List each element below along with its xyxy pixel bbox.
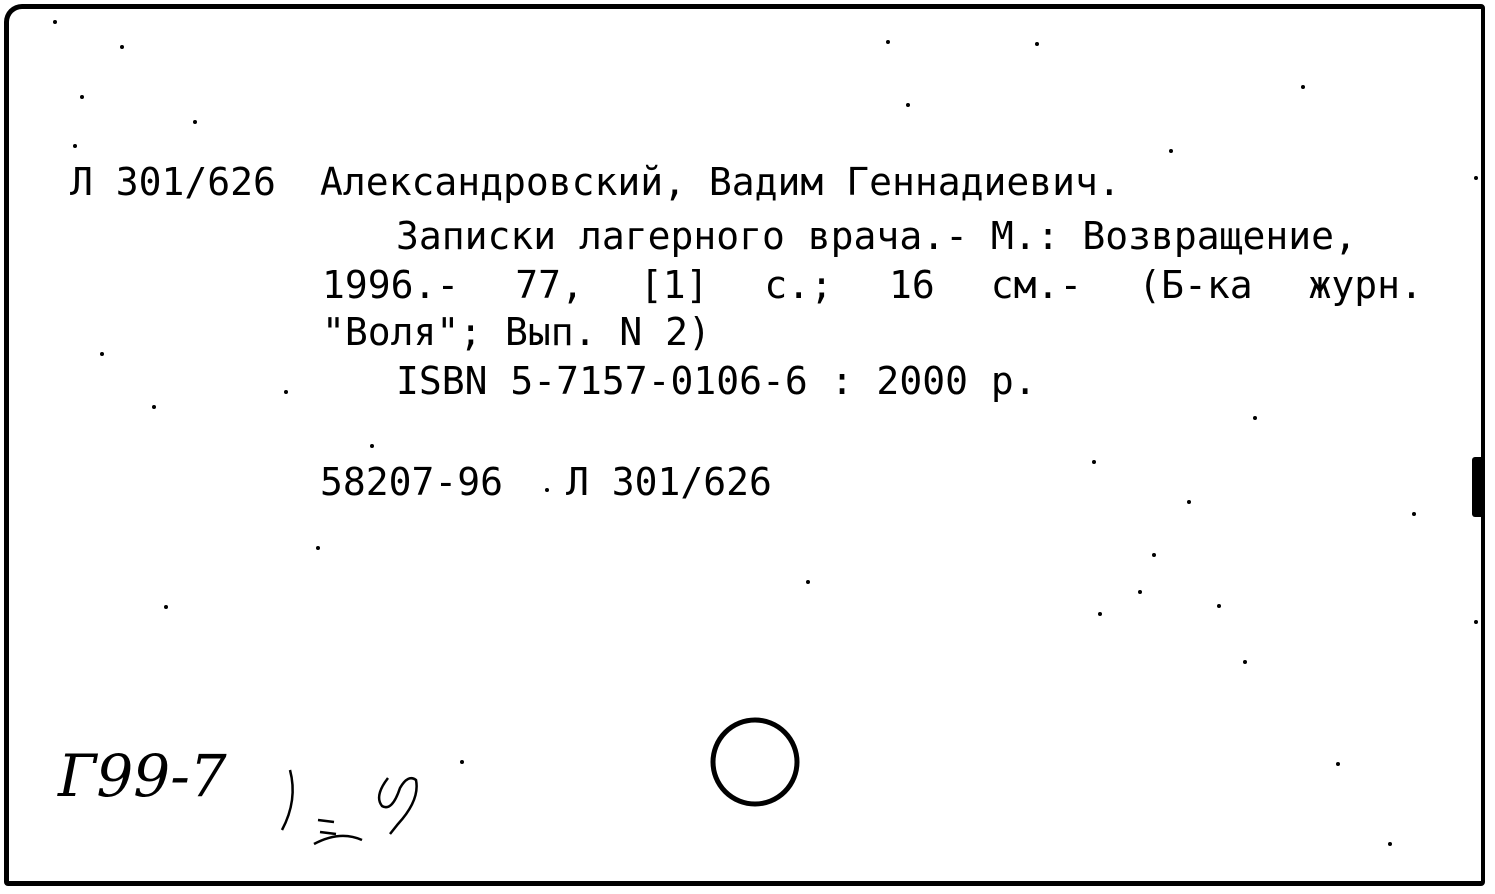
scan-speck: [193, 120, 197, 124]
handwritten-code: Г99-7: [58, 742, 227, 810]
imprint-word: см.-: [990, 263, 1083, 307]
scan-speck: [284, 390, 288, 394]
imprint-word: [1]: [639, 263, 709, 307]
circle-mark-icon: [700, 712, 810, 812]
scan-speck: [1169, 149, 1173, 153]
author-heading: Александровский, Вадим Геннадиевич.: [320, 160, 1121, 204]
scan-speck: [316, 546, 320, 550]
isbn-line: ISBN 5-7157-0106-6 : 2000 р.: [396, 359, 1037, 403]
scan-speck: [1152, 553, 1156, 557]
scan-speck: [120, 45, 124, 49]
scan-speck: [906, 103, 910, 107]
scan-speck: [100, 352, 104, 356]
shelfmark-bottom: Л 301/626: [566, 460, 772, 504]
scan-speck: [1217, 604, 1221, 608]
title-statement: Записки лагерного врача.- М.: Возвращение,: [396, 214, 1357, 258]
scan-speck: [1253, 416, 1257, 420]
scan-speck: [73, 144, 77, 148]
scan-speck: [1098, 612, 1102, 616]
handwritten-scribble-icon: [270, 760, 450, 860]
scan-speck: [1474, 176, 1478, 180]
scan-speck: [1035, 42, 1039, 46]
scan-speck: [1187, 500, 1191, 504]
shelfmark: Л 301/626: [70, 160, 276, 204]
imprint-line: [322, 263, 1423, 307]
imprint-word: журн.: [1308, 263, 1423, 307]
scan-speck: [164, 605, 168, 609]
imprint-word: с.;: [764, 263, 834, 307]
scan-speck: [1301, 85, 1305, 89]
scan-speck: [460, 760, 464, 764]
scan-speck: [1243, 660, 1247, 664]
scan-speck: [545, 488, 549, 492]
scan-speck: [370, 444, 374, 448]
series-statement: "Воля"; Вып. N 2): [322, 310, 711, 354]
scan-speck: [806, 580, 810, 584]
scan-speck: [80, 95, 84, 99]
imprint-word: 16: [889, 263, 935, 307]
scan-speck: [886, 40, 890, 44]
imprint-word: 77,: [515, 263, 584, 307]
punch-hole-mark: [1472, 457, 1481, 517]
scan-speck: [1336, 762, 1340, 766]
imprint-word: 1996.-: [322, 263, 460, 307]
scan-speck: [1474, 620, 1478, 624]
scan-speck: [1138, 590, 1142, 594]
scan-speck: [152, 405, 156, 409]
registration-number: 58207-96: [320, 460, 504, 504]
scan-speck: [1412, 512, 1416, 516]
scan-speck: [1092, 460, 1096, 464]
scan-speck: [1388, 842, 1392, 846]
scan-speck: [53, 20, 57, 24]
imprint-word: (Б-ка: [1138, 263, 1253, 307]
